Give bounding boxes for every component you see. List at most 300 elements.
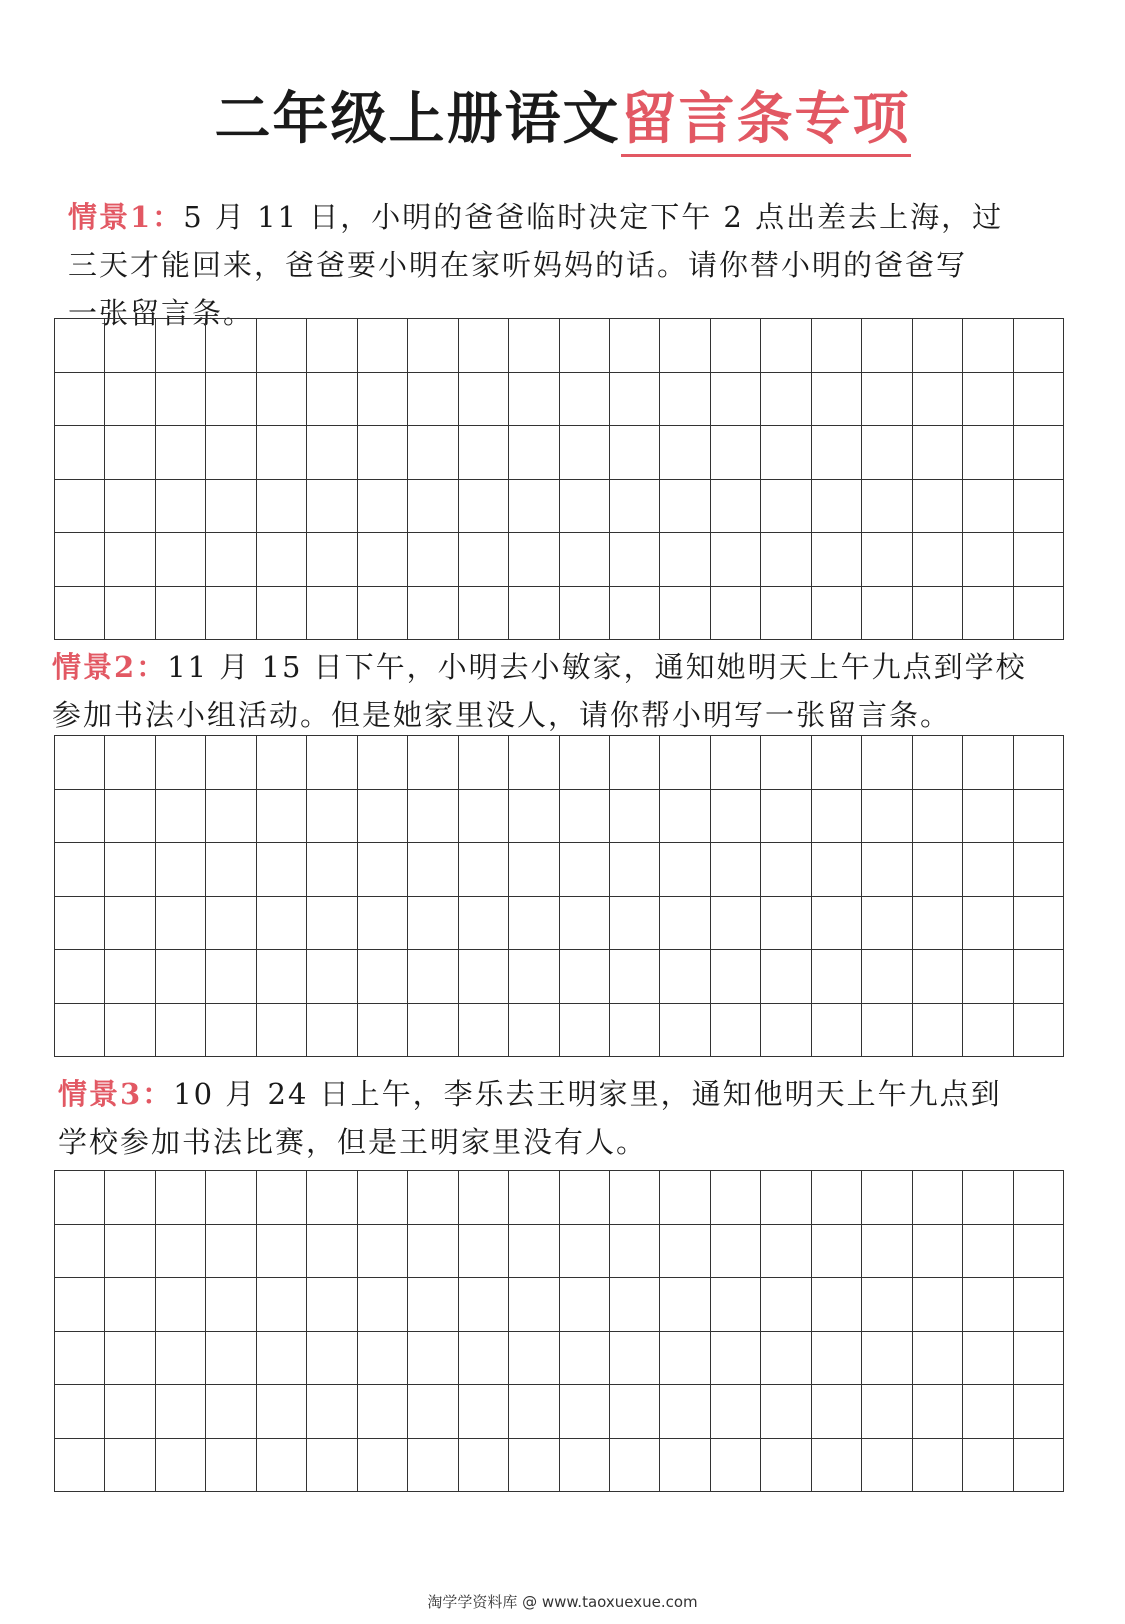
grid-cell[interactable] — [206, 897, 256, 951]
grid-cell[interactable] — [156, 587, 206, 641]
grid-cell[interactable] — [761, 1439, 811, 1493]
grid-cell[interactable] — [1014, 373, 1064, 427]
grid-cell[interactable] — [660, 1225, 710, 1279]
grid-cell[interactable] — [459, 1385, 509, 1439]
grid-cell[interactable] — [307, 587, 357, 641]
grid-cell[interactable] — [105, 1278, 155, 1332]
grid-cell[interactable] — [1014, 950, 1064, 1004]
grid-cell[interactable] — [660, 587, 710, 641]
grid-cell[interactable] — [55, 480, 105, 534]
grid-cell[interactable] — [1014, 1225, 1064, 1279]
grid-cell[interactable] — [459, 319, 509, 373]
grid-cell[interactable] — [913, 1439, 963, 1493]
grid-cell[interactable] — [1014, 480, 1064, 534]
grid-cell[interactable] — [913, 533, 963, 587]
grid-cell[interactable] — [459, 950, 509, 1004]
grid-cell[interactable] — [307, 897, 357, 951]
grid-cell[interactable] — [509, 897, 559, 951]
grid-cell[interactable] — [358, 736, 408, 790]
grid-cell[interactable] — [257, 1171, 307, 1225]
grid-cell[interactable] — [560, 1332, 610, 1386]
grid-cell[interactable] — [963, 1225, 1013, 1279]
grid-cell[interactable] — [509, 1385, 559, 1439]
grid-cell[interactable] — [761, 1004, 811, 1058]
grid-cell[interactable] — [156, 1278, 206, 1332]
grid-cell[interactable] — [812, 373, 862, 427]
grid-cell[interactable] — [156, 1225, 206, 1279]
grid-cell[interactable] — [1014, 1171, 1064, 1225]
grid-cell[interactable] — [105, 736, 155, 790]
grid-cell[interactable] — [862, 319, 912, 373]
grid-cell[interactable] — [761, 426, 811, 480]
grid-cell[interactable] — [660, 736, 710, 790]
grid-cell[interactable] — [105, 1171, 155, 1225]
grid-cell[interactable] — [610, 897, 660, 951]
grid-cell[interactable] — [660, 790, 710, 844]
grid-cell[interactable] — [963, 1004, 1013, 1058]
grid-cell[interactable] — [55, 736, 105, 790]
grid-cell[interactable] — [358, 897, 408, 951]
grid-cell[interactable] — [610, 533, 660, 587]
grid-cell[interactable] — [55, 533, 105, 587]
grid-cell[interactable] — [560, 319, 610, 373]
grid-cell[interactable] — [812, 533, 862, 587]
grid-cell[interactable] — [307, 1385, 357, 1439]
grid-cell[interactable] — [812, 480, 862, 534]
grid-cell[interactable] — [408, 1385, 458, 1439]
grid-cell[interactable] — [761, 533, 811, 587]
grid-cell[interactable] — [812, 1439, 862, 1493]
grid-cell[interactable] — [509, 950, 559, 1004]
grid-cell[interactable] — [913, 1004, 963, 1058]
grid-cell[interactable] — [358, 426, 408, 480]
grid-cell[interactable] — [761, 843, 811, 897]
grid-cell[interactable] — [408, 897, 458, 951]
grid-cell[interactable] — [358, 843, 408, 897]
grid-cell[interactable] — [156, 319, 206, 373]
grid-cell[interactable] — [206, 950, 256, 1004]
grid-cell[interactable] — [156, 480, 206, 534]
grid-cell[interactable] — [560, 950, 610, 1004]
grid-cell[interactable] — [610, 843, 660, 897]
grid-cell[interactable] — [55, 1004, 105, 1058]
grid-cell[interactable] — [509, 1225, 559, 1279]
grid-cell[interactable] — [257, 736, 307, 790]
grid-cell[interactable] — [913, 480, 963, 534]
grid-cell[interactable] — [761, 319, 811, 373]
grid-cell[interactable] — [459, 1332, 509, 1386]
grid-cell[interactable] — [307, 533, 357, 587]
grid-cell[interactable] — [408, 1278, 458, 1332]
grid-cell[interactable] — [761, 897, 811, 951]
grid-cell[interactable] — [408, 533, 458, 587]
grid-cell[interactable] — [358, 790, 408, 844]
grid-cell[interactable] — [307, 736, 357, 790]
grid-cell[interactable] — [812, 897, 862, 951]
grid-cell[interactable] — [307, 1439, 357, 1493]
grid-cell[interactable] — [459, 736, 509, 790]
grid-cell[interactable] — [206, 426, 256, 480]
grid-cell[interactable] — [862, 1385, 912, 1439]
grid-cell[interactable] — [206, 480, 256, 534]
grid-cell[interactable] — [610, 1385, 660, 1439]
grid-cell[interactable] — [105, 480, 155, 534]
grid-cell[interactable] — [761, 950, 811, 1004]
grid-cell[interactable] — [105, 1004, 155, 1058]
grid-cell[interactable] — [156, 1332, 206, 1386]
grid-cell[interactable] — [560, 1225, 610, 1279]
grid-cell[interactable] — [963, 897, 1013, 951]
grid-cell[interactable] — [307, 1004, 357, 1058]
grid-cell[interactable] — [509, 1439, 559, 1493]
grid-cell[interactable] — [711, 897, 761, 951]
grid-cell[interactable] — [913, 319, 963, 373]
grid-cell[interactable] — [761, 1171, 811, 1225]
grid-cell[interactable] — [358, 1004, 408, 1058]
grid-cell[interactable] — [257, 790, 307, 844]
grid-cell[interactable] — [711, 480, 761, 534]
grid-cell[interactable] — [1014, 319, 1064, 373]
grid-cell[interactable] — [257, 319, 307, 373]
grid-cell[interactable] — [963, 843, 1013, 897]
grid-cell[interactable] — [1014, 1439, 1064, 1493]
grid-cell[interactable] — [761, 1385, 811, 1439]
grid-cell[interactable] — [963, 480, 1013, 534]
grid-cell[interactable] — [560, 533, 610, 587]
grid-cell[interactable] — [105, 319, 155, 373]
writing-grid-2[interactable] — [54, 735, 1064, 1057]
grid-cell[interactable] — [459, 1439, 509, 1493]
grid-cell[interactable] — [55, 843, 105, 897]
grid-cell[interactable] — [1014, 790, 1064, 844]
grid-cell[interactable] — [105, 897, 155, 951]
grid-cell[interactable] — [156, 426, 206, 480]
grid-cell[interactable] — [660, 1332, 710, 1386]
grid-cell[interactable] — [963, 587, 1013, 641]
grid-cell[interactable] — [55, 426, 105, 480]
grid-cell[interactable] — [459, 897, 509, 951]
grid-cell[interactable] — [408, 1171, 458, 1225]
grid-cell[interactable] — [761, 790, 811, 844]
grid-cell[interactable] — [257, 1385, 307, 1439]
grid-cell[interactable] — [358, 480, 408, 534]
grid-cell[interactable] — [509, 736, 559, 790]
grid-cell[interactable] — [358, 950, 408, 1004]
grid-cell[interactable] — [560, 736, 610, 790]
grid-cell[interactable] — [55, 319, 105, 373]
grid-cell[interactable] — [711, 1385, 761, 1439]
grid-cell[interactable] — [862, 533, 912, 587]
grid-cell[interactable] — [560, 480, 610, 534]
grid-cell[interactable] — [408, 1225, 458, 1279]
grid-cell[interactable] — [610, 1225, 660, 1279]
grid-cell[interactable] — [408, 950, 458, 1004]
grid-cell[interactable] — [610, 1004, 660, 1058]
grid-cell[interactable] — [862, 897, 912, 951]
grid-cell[interactable] — [459, 843, 509, 897]
grid-cell[interactable] — [105, 843, 155, 897]
grid-cell[interactable] — [55, 1385, 105, 1439]
grid-cell[interactable] — [156, 1385, 206, 1439]
grid-cell[interactable] — [358, 1439, 408, 1493]
grid-cell[interactable] — [711, 533, 761, 587]
grid-cell[interactable] — [459, 790, 509, 844]
grid-cell[interactable] — [560, 897, 610, 951]
grid-cell[interactable] — [560, 790, 610, 844]
grid-cell[interactable] — [408, 1439, 458, 1493]
grid-cell[interactable] — [105, 1225, 155, 1279]
grid-cell[interactable] — [408, 319, 458, 373]
grid-cell[interactable] — [459, 480, 509, 534]
grid-cell[interactable] — [408, 426, 458, 480]
grid-cell[interactable] — [307, 843, 357, 897]
grid-cell[interactable] — [105, 426, 155, 480]
grid-cell[interactable] — [812, 319, 862, 373]
grid-cell[interactable] — [55, 1171, 105, 1225]
grid-cell[interactable] — [812, 1225, 862, 1279]
grid-cell[interactable] — [660, 319, 710, 373]
grid-cell[interactable] — [459, 1225, 509, 1279]
grid-cell[interactable] — [1014, 1332, 1064, 1386]
grid-cell[interactable] — [660, 426, 710, 480]
grid-cell[interactable] — [812, 950, 862, 1004]
grid-cell[interactable] — [862, 843, 912, 897]
grid-cell[interactable] — [257, 1332, 307, 1386]
grid-cell[interactable] — [257, 1004, 307, 1058]
grid-cell[interactable] — [711, 1278, 761, 1332]
grid-cell[interactable] — [156, 950, 206, 1004]
grid-cell[interactable] — [963, 319, 1013, 373]
grid-cell[interactable] — [812, 1278, 862, 1332]
grid-cell[interactable] — [105, 1385, 155, 1439]
grid-cell[interactable] — [257, 1278, 307, 1332]
grid-cell[interactable] — [257, 373, 307, 427]
grid-cell[interactable] — [812, 1332, 862, 1386]
grid-cell[interactable] — [358, 1225, 408, 1279]
grid-cell[interactable] — [307, 790, 357, 844]
grid-cell[interactable] — [862, 736, 912, 790]
grid-cell[interactable] — [206, 843, 256, 897]
grid-cell[interactable] — [105, 373, 155, 427]
grid-cell[interactable] — [913, 1332, 963, 1386]
grid-cell[interactable] — [761, 480, 811, 534]
grid-cell[interactable] — [55, 1332, 105, 1386]
grid-cell[interactable] — [156, 533, 206, 587]
grid-cell[interactable] — [156, 736, 206, 790]
grid-cell[interactable] — [560, 1278, 610, 1332]
grid-cell[interactable] — [459, 426, 509, 480]
grid-cell[interactable] — [509, 319, 559, 373]
grid-cell[interactable] — [963, 950, 1013, 1004]
grid-cell[interactable] — [862, 1278, 912, 1332]
grid-cell[interactable] — [408, 587, 458, 641]
grid-cell[interactable] — [408, 790, 458, 844]
grid-cell[interactable] — [560, 1171, 610, 1225]
grid-cell[interactable] — [963, 373, 1013, 427]
grid-cell[interactable] — [913, 1225, 963, 1279]
grid-cell[interactable] — [862, 1225, 912, 1279]
grid-cell[interactable] — [913, 426, 963, 480]
grid-cell[interactable] — [660, 533, 710, 587]
grid-cell[interactable] — [55, 950, 105, 1004]
writing-grid-1[interactable] — [54, 318, 1064, 640]
grid-cell[interactable] — [913, 790, 963, 844]
grid-cell[interactable] — [459, 533, 509, 587]
grid-cell[interactable] — [711, 1439, 761, 1493]
grid-cell[interactable] — [105, 1332, 155, 1386]
grid-cell[interactable] — [610, 1332, 660, 1386]
grid-cell[interactable] — [711, 950, 761, 1004]
grid-cell[interactable] — [459, 373, 509, 427]
grid-cell[interactable] — [963, 1439, 1013, 1493]
grid-cell[interactable] — [560, 426, 610, 480]
grid-cell[interactable] — [156, 1171, 206, 1225]
grid-cell[interactable] — [257, 480, 307, 534]
grid-cell[interactable] — [105, 587, 155, 641]
grid-cell[interactable] — [812, 1171, 862, 1225]
grid-cell[interactable] — [206, 587, 256, 641]
grid-cell[interactable] — [963, 790, 1013, 844]
grid-cell[interactable] — [509, 373, 559, 427]
grid-cell[interactable] — [711, 843, 761, 897]
grid-cell[interactable] — [610, 587, 660, 641]
grid-cell[interactable] — [408, 1332, 458, 1386]
grid-cell[interactable] — [862, 1171, 912, 1225]
grid-cell[interactable] — [509, 426, 559, 480]
grid-cell[interactable] — [206, 1439, 256, 1493]
grid-cell[interactable] — [560, 1385, 610, 1439]
grid-cell[interactable] — [257, 426, 307, 480]
grid-cell[interactable] — [963, 426, 1013, 480]
grid-cell[interactable] — [105, 533, 155, 587]
grid-cell[interactable] — [1014, 1278, 1064, 1332]
grid-cell[interactable] — [913, 843, 963, 897]
grid-cell[interactable] — [812, 1004, 862, 1058]
grid-cell[interactable] — [55, 1278, 105, 1332]
grid-cell[interactable] — [206, 533, 256, 587]
grid-cell[interactable] — [610, 1171, 660, 1225]
grid-cell[interactable] — [610, 319, 660, 373]
grid-cell[interactable] — [862, 1439, 912, 1493]
grid-cell[interactable] — [307, 1278, 357, 1332]
grid-cell[interactable] — [358, 587, 408, 641]
grid-cell[interactable] — [711, 587, 761, 641]
grid-cell[interactable] — [560, 1439, 610, 1493]
grid-cell[interactable] — [1014, 587, 1064, 641]
grid-cell[interactable] — [408, 373, 458, 427]
grid-cell[interactable] — [358, 1332, 408, 1386]
grid-cell[interactable] — [610, 1278, 660, 1332]
grid-cell[interactable] — [660, 1004, 710, 1058]
grid-cell[interactable] — [156, 897, 206, 951]
grid-cell[interactable] — [761, 736, 811, 790]
grid-cell[interactable] — [711, 790, 761, 844]
grid-cell[interactable] — [358, 1385, 408, 1439]
grid-cell[interactable] — [156, 373, 206, 427]
grid-cell[interactable] — [509, 1171, 559, 1225]
grid-cell[interactable] — [257, 897, 307, 951]
grid-cell[interactable] — [105, 950, 155, 1004]
grid-cell[interactable] — [206, 319, 256, 373]
grid-cell[interactable] — [560, 587, 610, 641]
grid-cell[interactable] — [913, 1278, 963, 1332]
grid-cell[interactable] — [560, 843, 610, 897]
grid-cell[interactable] — [55, 1439, 105, 1493]
grid-cell[interactable] — [812, 843, 862, 897]
grid-cell[interactable] — [1014, 843, 1064, 897]
grid-cell[interactable] — [55, 587, 105, 641]
grid-cell[interactable] — [156, 1439, 206, 1493]
grid-cell[interactable] — [660, 897, 710, 951]
grid-cell[interactable] — [660, 950, 710, 1004]
grid-cell[interactable] — [963, 736, 1013, 790]
grid-cell[interactable] — [358, 319, 408, 373]
grid-cell[interactable] — [206, 1225, 256, 1279]
grid-cell[interactable] — [913, 587, 963, 641]
grid-cell[interactable] — [257, 533, 307, 587]
grid-cell[interactable] — [913, 1171, 963, 1225]
grid-cell[interactable] — [206, 1004, 256, 1058]
grid-cell[interactable] — [711, 1004, 761, 1058]
grid-cell[interactable] — [610, 790, 660, 844]
grid-cell[interactable] — [459, 1278, 509, 1332]
grid-cell[interactable] — [257, 843, 307, 897]
grid-cell[interactable] — [862, 1004, 912, 1058]
grid-cell[interactable] — [711, 373, 761, 427]
grid-cell[interactable] — [812, 587, 862, 641]
grid-cell[interactable] — [257, 1225, 307, 1279]
grid-cell[interactable] — [862, 373, 912, 427]
grid-cell[interactable] — [862, 1332, 912, 1386]
grid-cell[interactable] — [711, 736, 761, 790]
grid-cell[interactable] — [711, 1332, 761, 1386]
grid-cell[interactable] — [812, 790, 862, 844]
grid-cell[interactable] — [812, 1385, 862, 1439]
grid-cell[interactable] — [610, 480, 660, 534]
grid-cell[interactable] — [963, 1278, 1013, 1332]
grid-cell[interactable] — [206, 1171, 256, 1225]
grid-cell[interactable] — [711, 1171, 761, 1225]
grid-cell[interactable] — [1014, 426, 1064, 480]
grid-cell[interactable] — [509, 843, 559, 897]
grid-cell[interactable] — [610, 426, 660, 480]
grid-cell[interactable] — [257, 950, 307, 1004]
grid-cell[interactable] — [1014, 1004, 1064, 1058]
grid-cell[interactable] — [55, 1225, 105, 1279]
grid-cell[interactable] — [408, 480, 458, 534]
grid-cell[interactable] — [509, 480, 559, 534]
grid-cell[interactable] — [1014, 897, 1064, 951]
grid-cell[interactable] — [660, 1439, 710, 1493]
grid-cell[interactable] — [206, 1332, 256, 1386]
grid-cell[interactable] — [509, 533, 559, 587]
grid-cell[interactable] — [660, 843, 710, 897]
grid-cell[interactable] — [711, 319, 761, 373]
grid-cell[interactable] — [307, 373, 357, 427]
grid-cell[interactable] — [761, 587, 811, 641]
grid-cell[interactable] — [913, 897, 963, 951]
grid-cell[interactable] — [509, 1278, 559, 1332]
grid-cell[interactable] — [358, 373, 408, 427]
grid-cell[interactable] — [1014, 736, 1064, 790]
grid-cell[interactable] — [459, 587, 509, 641]
grid-cell[interactable] — [963, 1171, 1013, 1225]
grid-cell[interactable] — [156, 1004, 206, 1058]
grid-cell[interactable] — [459, 1004, 509, 1058]
grid-cell[interactable] — [307, 426, 357, 480]
grid-cell[interactable] — [610, 950, 660, 1004]
grid-cell[interactable] — [660, 1278, 710, 1332]
